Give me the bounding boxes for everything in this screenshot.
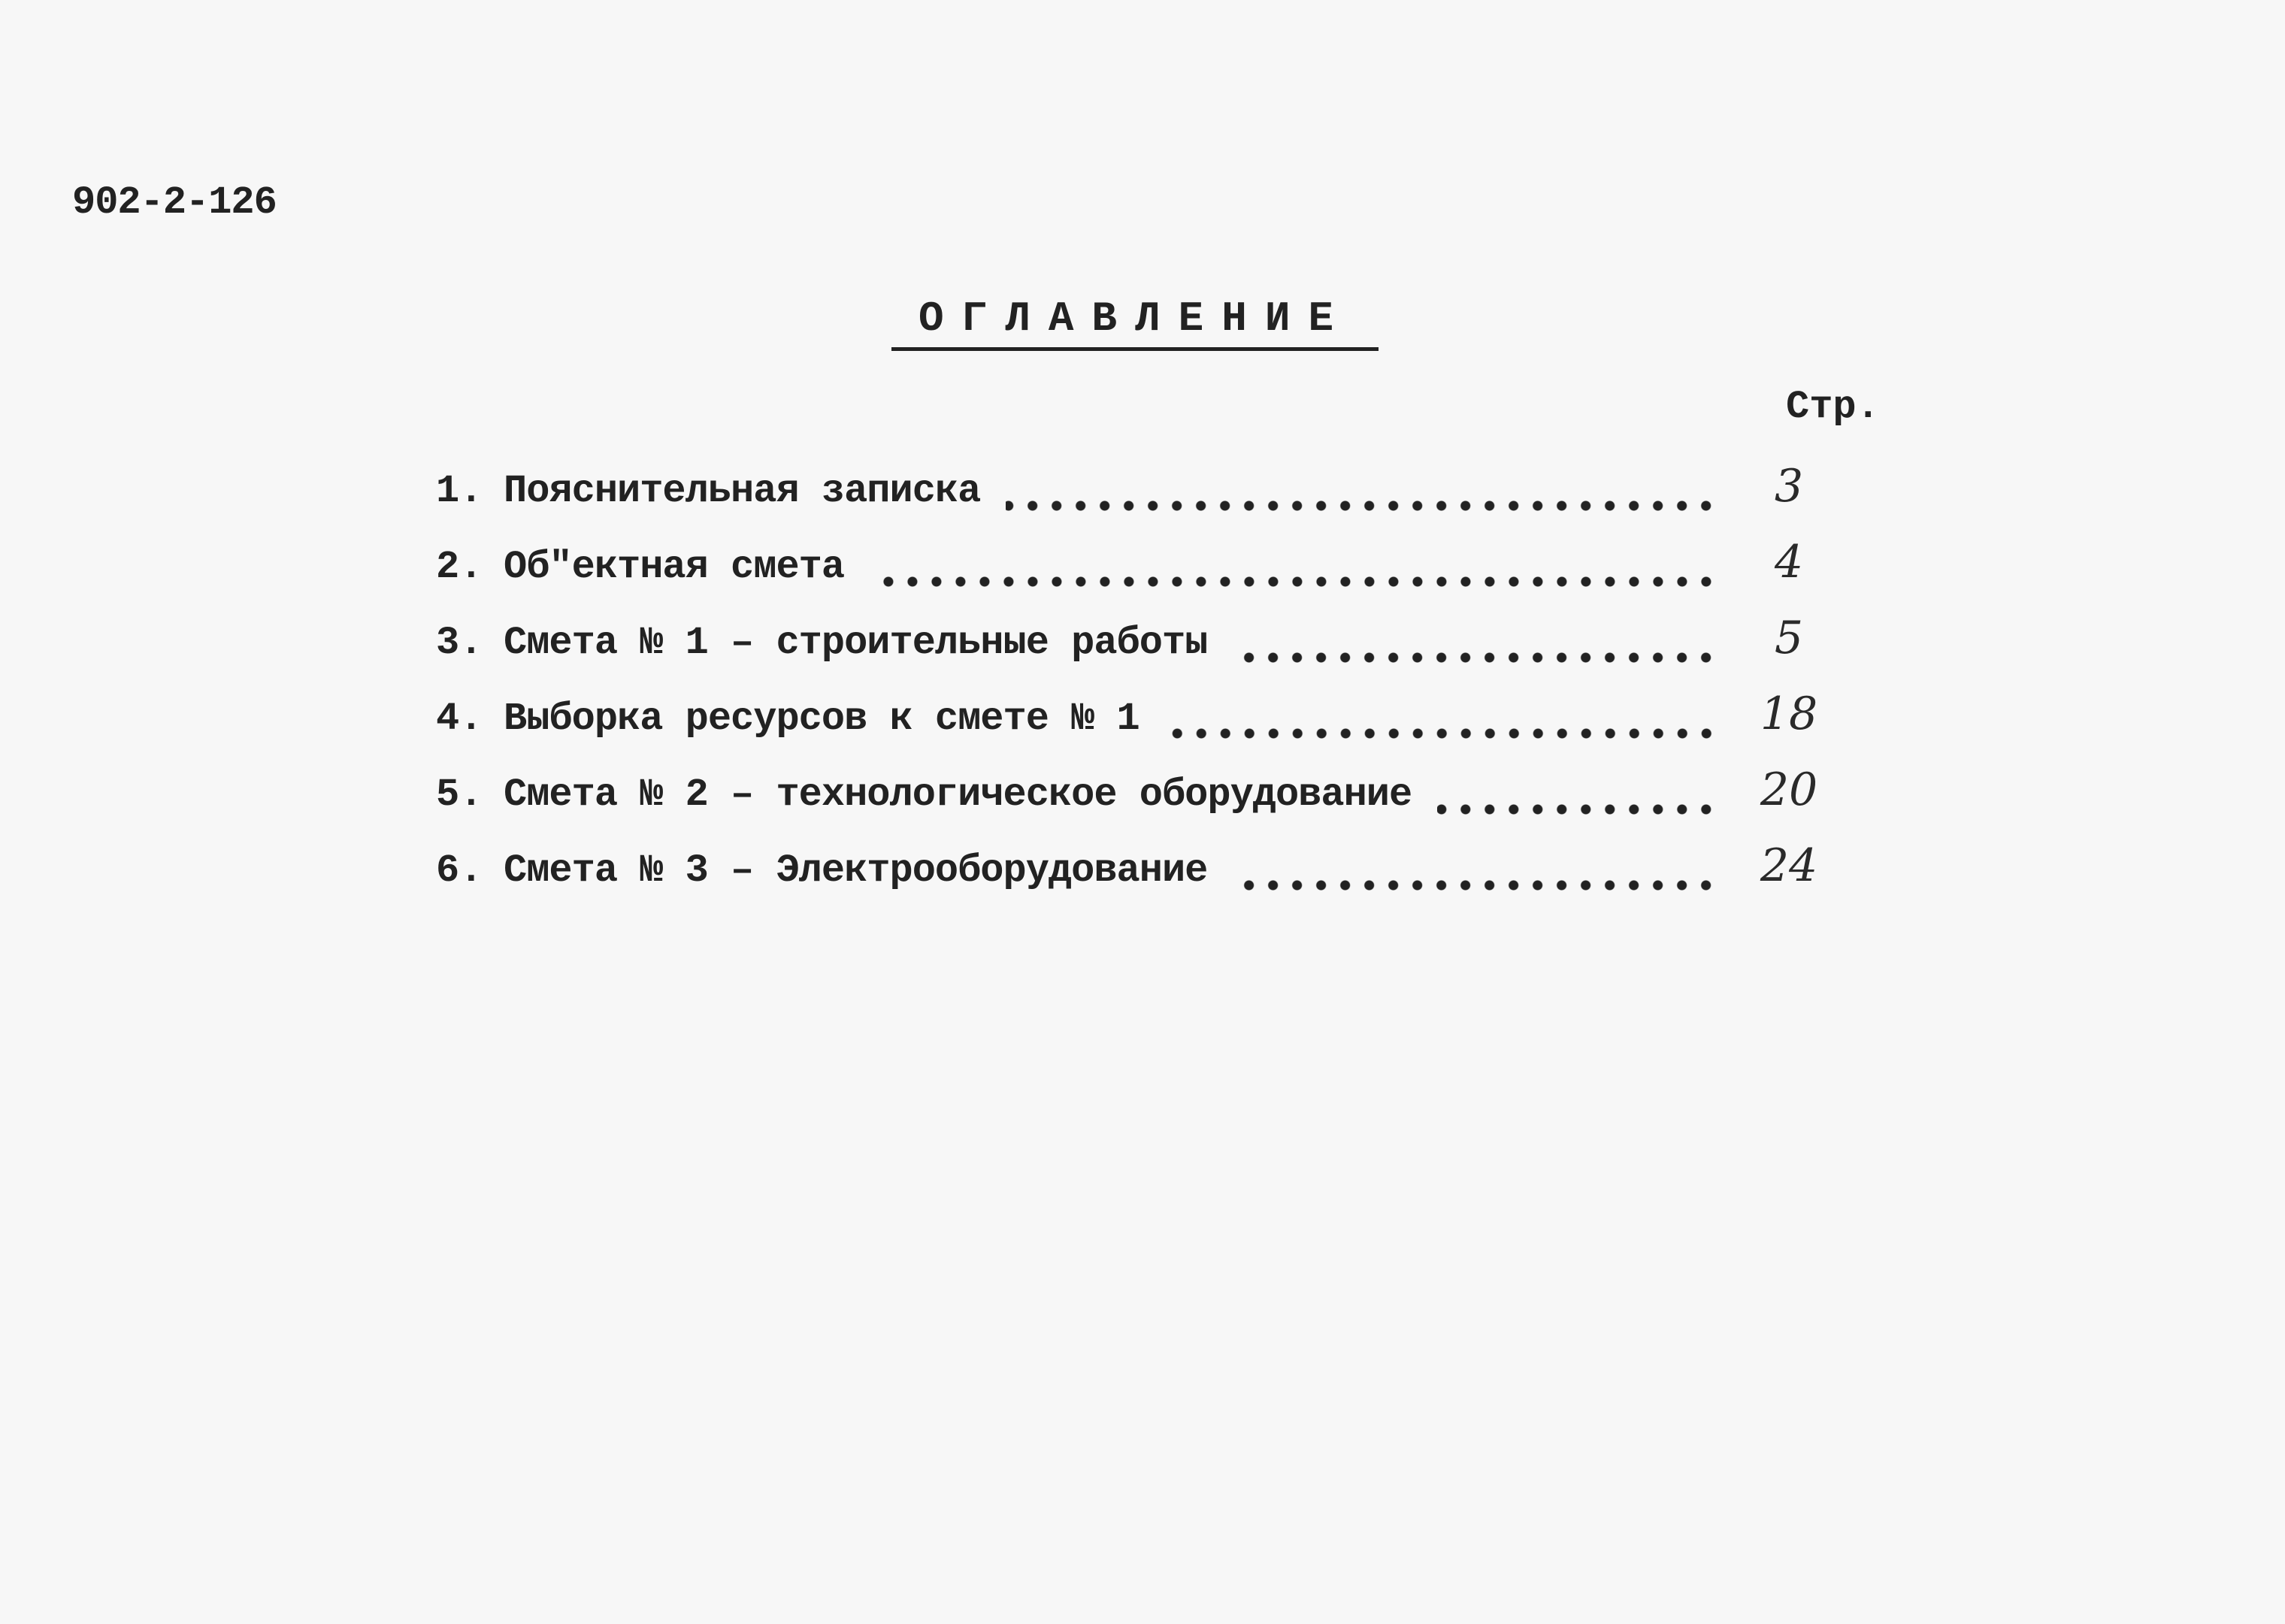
toc-entry-number: 2. — [436, 545, 483, 589]
toc-entry-label: Выборка ресурсов к смете № 1 — [504, 697, 1139, 741]
toc-entry-number: 6. — [436, 848, 483, 893]
toc-entry-label: Смета № 3 – Электрооборудование — [504, 848, 1208, 893]
toc-entry-page: 3 — [1774, 460, 1804, 513]
dot-leader — [1233, 652, 1718, 663]
toc-entry — [436, 612, 1842, 688]
document-code: 902-2-126 — [72, 180, 277, 225]
toc-entry-number: 5. — [436, 773, 483, 817]
toc-entry-number: 4. — [436, 697, 483, 741]
toc-entry-page: 20 — [1760, 764, 1818, 816]
toc-entry-page: 18 — [1760, 688, 1818, 740]
dot-leader — [1165, 728, 1718, 739]
toc-entry — [436, 460, 1842, 536]
page-column-header: Стр. — [1786, 385, 1880, 429]
dot-leader — [1006, 501, 1718, 511]
toc-entry — [436, 688, 1842, 764]
toc-entry-page: 4 — [1774, 536, 1804, 588]
toc-entry-label: Смета № 2 – технологическое оборудование — [504, 773, 1412, 817]
table-of-contents — [436, 460, 1842, 915]
toc-entry — [436, 536, 1842, 612]
dot-leader — [1233, 880, 1718, 891]
toc-entry-page: 5 — [1774, 612, 1804, 664]
toc-entry — [436, 764, 1842, 839]
toc-entry-label: Смета № 1 – строительные работы — [504, 621, 1208, 665]
toc-entry — [436, 839, 1842, 915]
dot-leader — [1437, 804, 1718, 815]
toc-entry-number: 1. — [436, 469, 483, 513]
toc-entry-label: Об"ектная смета — [504, 545, 845, 589]
toc-entry-number: 3. — [436, 621, 483, 665]
page-title: ОГЛАВЛЕНИЕ — [891, 295, 1379, 351]
dot-leader — [870, 576, 1718, 587]
toc-entry-label: Пояснительная записка — [504, 469, 981, 513]
toc-entry-page: 24 — [1760, 839, 1818, 892]
